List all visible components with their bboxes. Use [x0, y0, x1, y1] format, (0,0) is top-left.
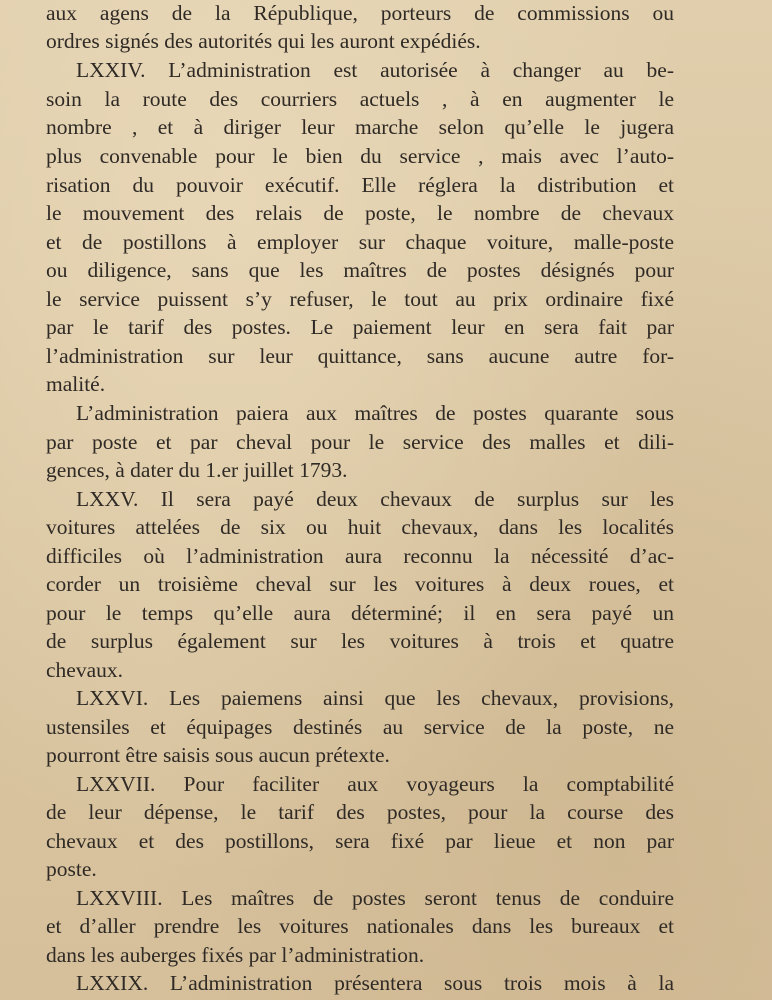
text-line: par le tarif des postes. Le paiement leur en sera fait par: [46, 315, 674, 339]
text-line: pourront être saisis sous aucun prétexte.: [46, 743, 390, 767]
text-line: ou diligence, sans que les maîtres de postes désignés pour: [46, 258, 674, 282]
text-line: pour le temps qu’elle aura déterminé; il en sera payé un: [46, 601, 674, 625]
text-line: nombre , et à diriger leur marche selon qu’elle le jugera: [46, 115, 674, 139]
text-line: l’administration sur leur quittance, sans aucune autre for-: [46, 344, 674, 368]
text-line: chevaux et des postillons, sera fixé par lieue et non par: [46, 829, 674, 853]
article-heading-lxxvi: LXXVI. Les paiemens ainsi que les chevaux, provisions,: [76, 686, 674, 710]
text-line: de leur dépense, le tarif des postes, pour la course des: [46, 800, 674, 824]
text-line: par poste et par cheval pour le service des malles et dili-: [46, 430, 674, 454]
article-heading-lxxviii: LXXVIII. Les maîtres de postes seront tenus de conduire: [76, 886, 674, 910]
text-line: dans les auberges fixés par l’administration.: [46, 943, 425, 967]
text-line: plus convenable pour le bien du service , mais avec l’auto-: [46, 144, 674, 168]
text-line: de surplus également sur les voitures à trois et quatre: [46, 629, 674, 653]
article-heading-lxxiv: LXXIV. L’administration est autorisée à changer au be-: [76, 58, 674, 82]
article-heading-lxxv: LXXV. Il sera payé deux chevaux de surplus sur les: [76, 487, 674, 511]
text-line: le service puissent s’y refuser, le tout au prix ordinaire fixé: [46, 287, 674, 311]
text-line: le mouvement des relais de poste, le nombre de chevaux: [46, 201, 674, 225]
text-line: et d’aller prendre les voitures nationales dans les bureaux et: [46, 914, 674, 938]
text-line: malité.: [46, 372, 106, 396]
text-line: gences, à dater du 1.er juillet 1793.: [46, 458, 348, 482]
text-line: chevaux.: [46, 658, 124, 682]
article-heading-lxxvii: LXXVII. Pour faciliter aux voyageurs la comptabilité: [76, 772, 674, 796]
text-line: soin la route des courriers actuels , à en augmenter le: [46, 87, 674, 111]
text-line: ordres signés des autorités qui les auront expédiés.: [46, 29, 481, 53]
text-line: ustensiles et équipages destinés au service de la poste, ne: [46, 715, 674, 739]
text-line: L’administration paiera aux maîtres de postes quarante sous: [76, 401, 674, 425]
text-line: et de postillons à employer sur chaque voiture, malle-poste: [46, 230, 674, 254]
text-line: difficiles où l’administration aura reconnu la nécessité d’ac-: [46, 544, 674, 568]
text-line: risation du pouvoir exécutif. Elle réglera la distribution et: [46, 173, 674, 197]
text-line: voitures attelées de six ou huit chevaux, dans les localités: [46, 515, 674, 539]
text-line: corder un troisième cheval sur les voitures à deux roues, et: [46, 572, 674, 596]
article-heading-lxxix: LXXIX. L’administration présentera sous trois mois à la: [76, 971, 674, 995]
text-line: aux agens de la République, porteurs de commissions ou: [46, 1, 674, 25]
text-line: poste.: [46, 857, 97, 881]
